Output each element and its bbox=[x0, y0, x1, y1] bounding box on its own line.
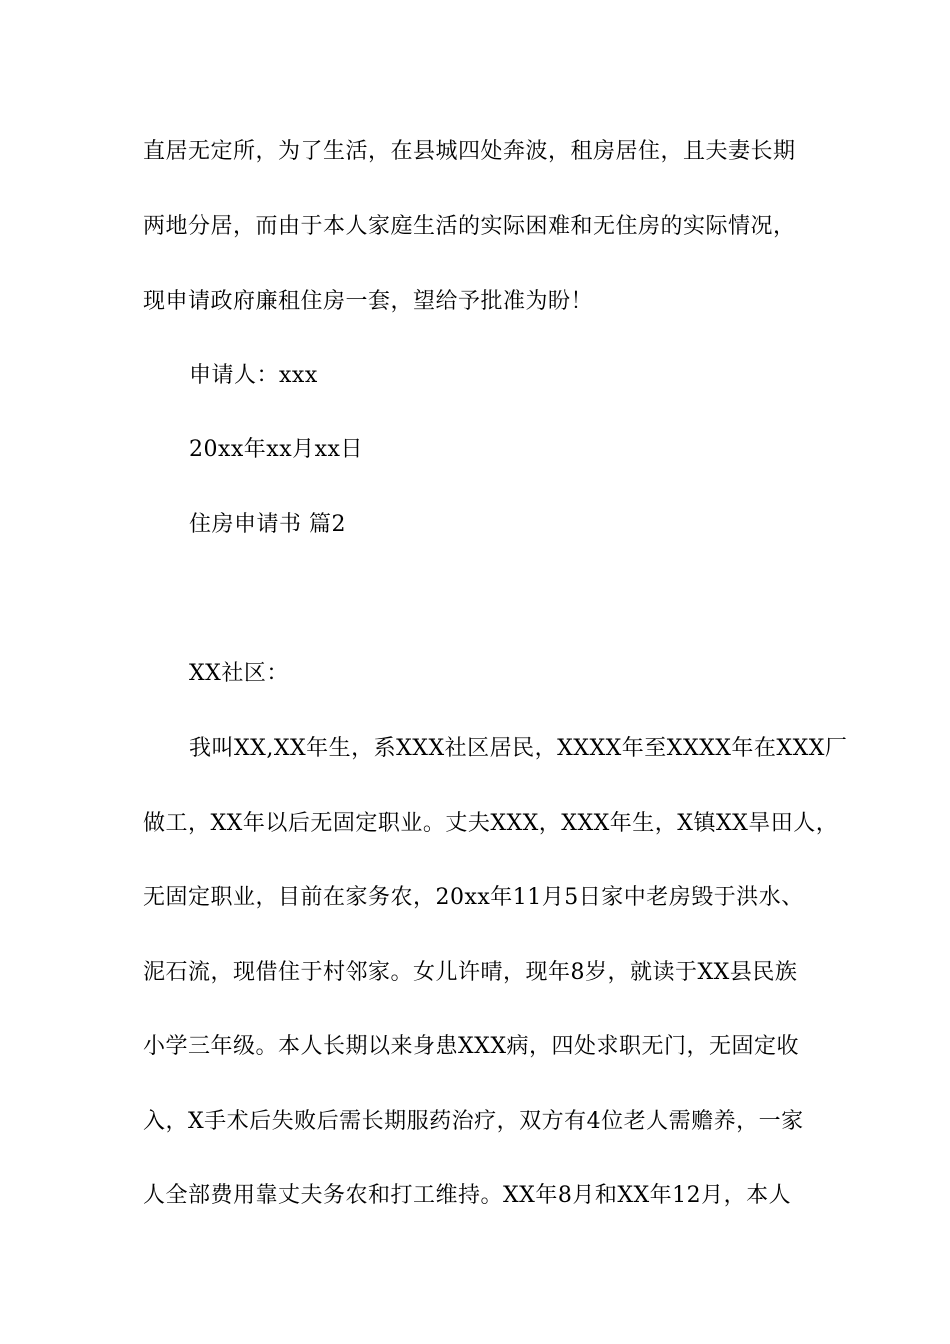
signature-date: 20xx年xx月xx日 bbox=[189, 437, 363, 462]
paragraph-line: 无固定职业，目前在家务农，20xx年11月5日家中老房毁于洪水、 bbox=[143, 885, 804, 910]
paragraph-line: 泥石流，现借住于村邻家。女儿许晴，现年8岁，就读于XX县民族 bbox=[143, 960, 798, 985]
paragraph-line: 人全部费用靠丈夫务农和打工维持。XX年8月和XX年12月，本人 bbox=[143, 1183, 792, 1208]
paragraph-line: 我叫XX,XX年生，系XXX社区居民，XXXX年至XXXX年在XXX厂 bbox=[189, 736, 848, 761]
section-title: 住房申请书 篇2 bbox=[189, 512, 346, 537]
applicant-signature: 申请人：xxx bbox=[189, 363, 318, 388]
paragraph-line: 现申请政府廉租住房一套，望给予批准为盼！ bbox=[143, 289, 594, 314]
paragraph-line: 入，X手术后失败后需长期服药治疗，双方有4位老人需赡养，一家 bbox=[143, 1109, 804, 1134]
paragraph-line: 做工，XX年以后无固定职业。丈夫XXX，XXX年生，X镇XX旱田人， bbox=[143, 811, 839, 836]
paragraph-line: 两地分居，而由于本人家庭生活的实际困难和无住房的实际情况， bbox=[143, 214, 796, 239]
paragraph-line: 直居无定所，为了生活，在县城四处奔波，租房居住，且夫妻长期 bbox=[143, 139, 796, 164]
salutation: XX社区： bbox=[189, 661, 289, 686]
paragraph-line: 小学三年级。本人长期以来身患XXX病，四处求职无门，无固定收 bbox=[143, 1034, 799, 1059]
